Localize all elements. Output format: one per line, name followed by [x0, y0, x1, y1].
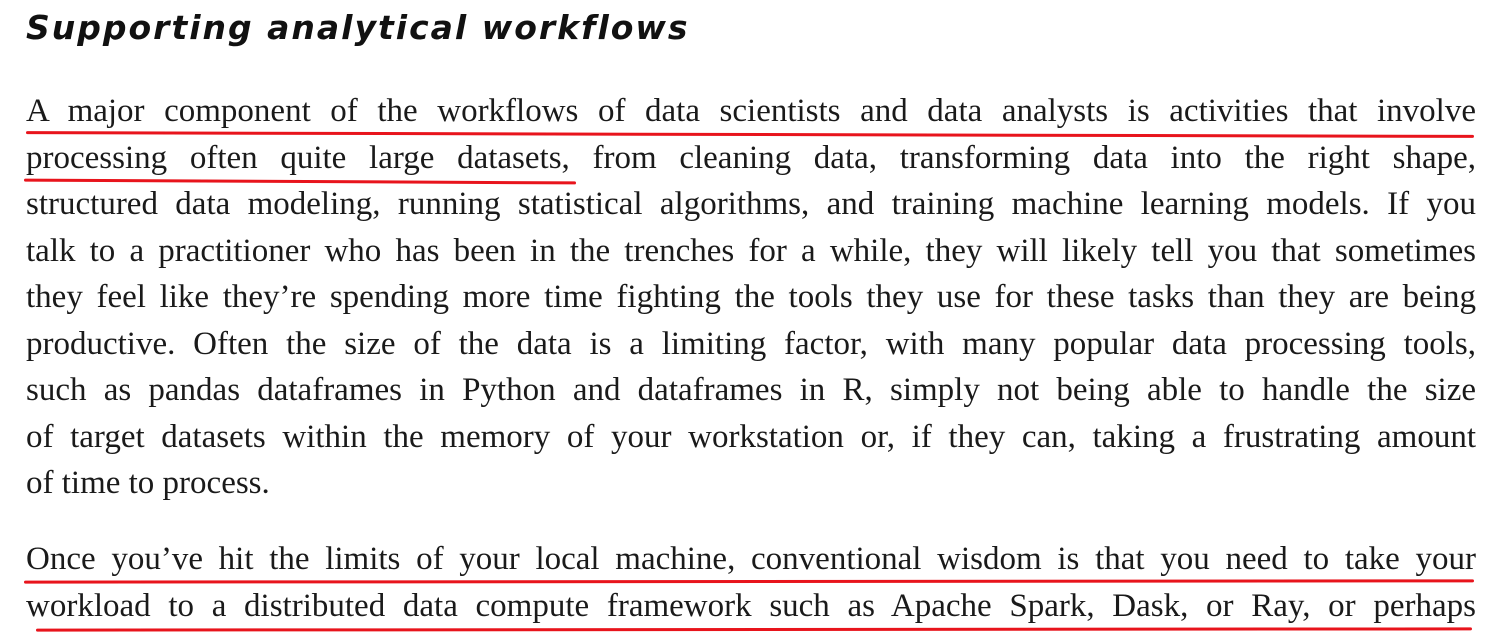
- paragraph-line: processing often quite large datasets, from cleaning data, transforming data into the right shape,: [26, 139, 1476, 176]
- paragraph-line: they feel like they’re spending more time fighting the tools they use for these tasks than they are being: [26, 279, 1476, 315]
- paragraph-line: of target datasets within the memory of your workstation or, if they can, taking a frustrating amount: [26, 418, 1476, 455]
- paragraph-line: productive. Often the size of the data is a limiting factor, with many popular data processing tools,: [26, 325, 1476, 362]
- paragraph-line: workload to a distributed data compute framework such as Apache Spark, Dask, or Ray, or perhaps: [26, 587, 1476, 624]
- section-heading: Supporting analytical workflows: [26, 8, 690, 47]
- highlight-underline: [36, 627, 1472, 631]
- paragraph-line: A major component of the workflows of data scientists and data analysts is activities that involve: [26, 93, 1476, 129]
- paragraph-line: such as pandas dataframes in Python and dataframes in R, simply not being able to handle the size: [26, 372, 1476, 408]
- paragraph-line: Once you’ve hit the limits of your local machine, conventional wisdom is that you need to take your: [26, 541, 1476, 577]
- paragraph-line: structured data modeling, running statistical algorithms, and training machine learning models. If you: [26, 186, 1476, 222]
- paragraph-line: of time to process.: [26, 465, 270, 501]
- paragraph-1: [26, 88, 1476, 507]
- paragraph-line: talk to a practitioner who has been in the trenches for a while, they will likely tell you that sometimes: [26, 232, 1476, 269]
